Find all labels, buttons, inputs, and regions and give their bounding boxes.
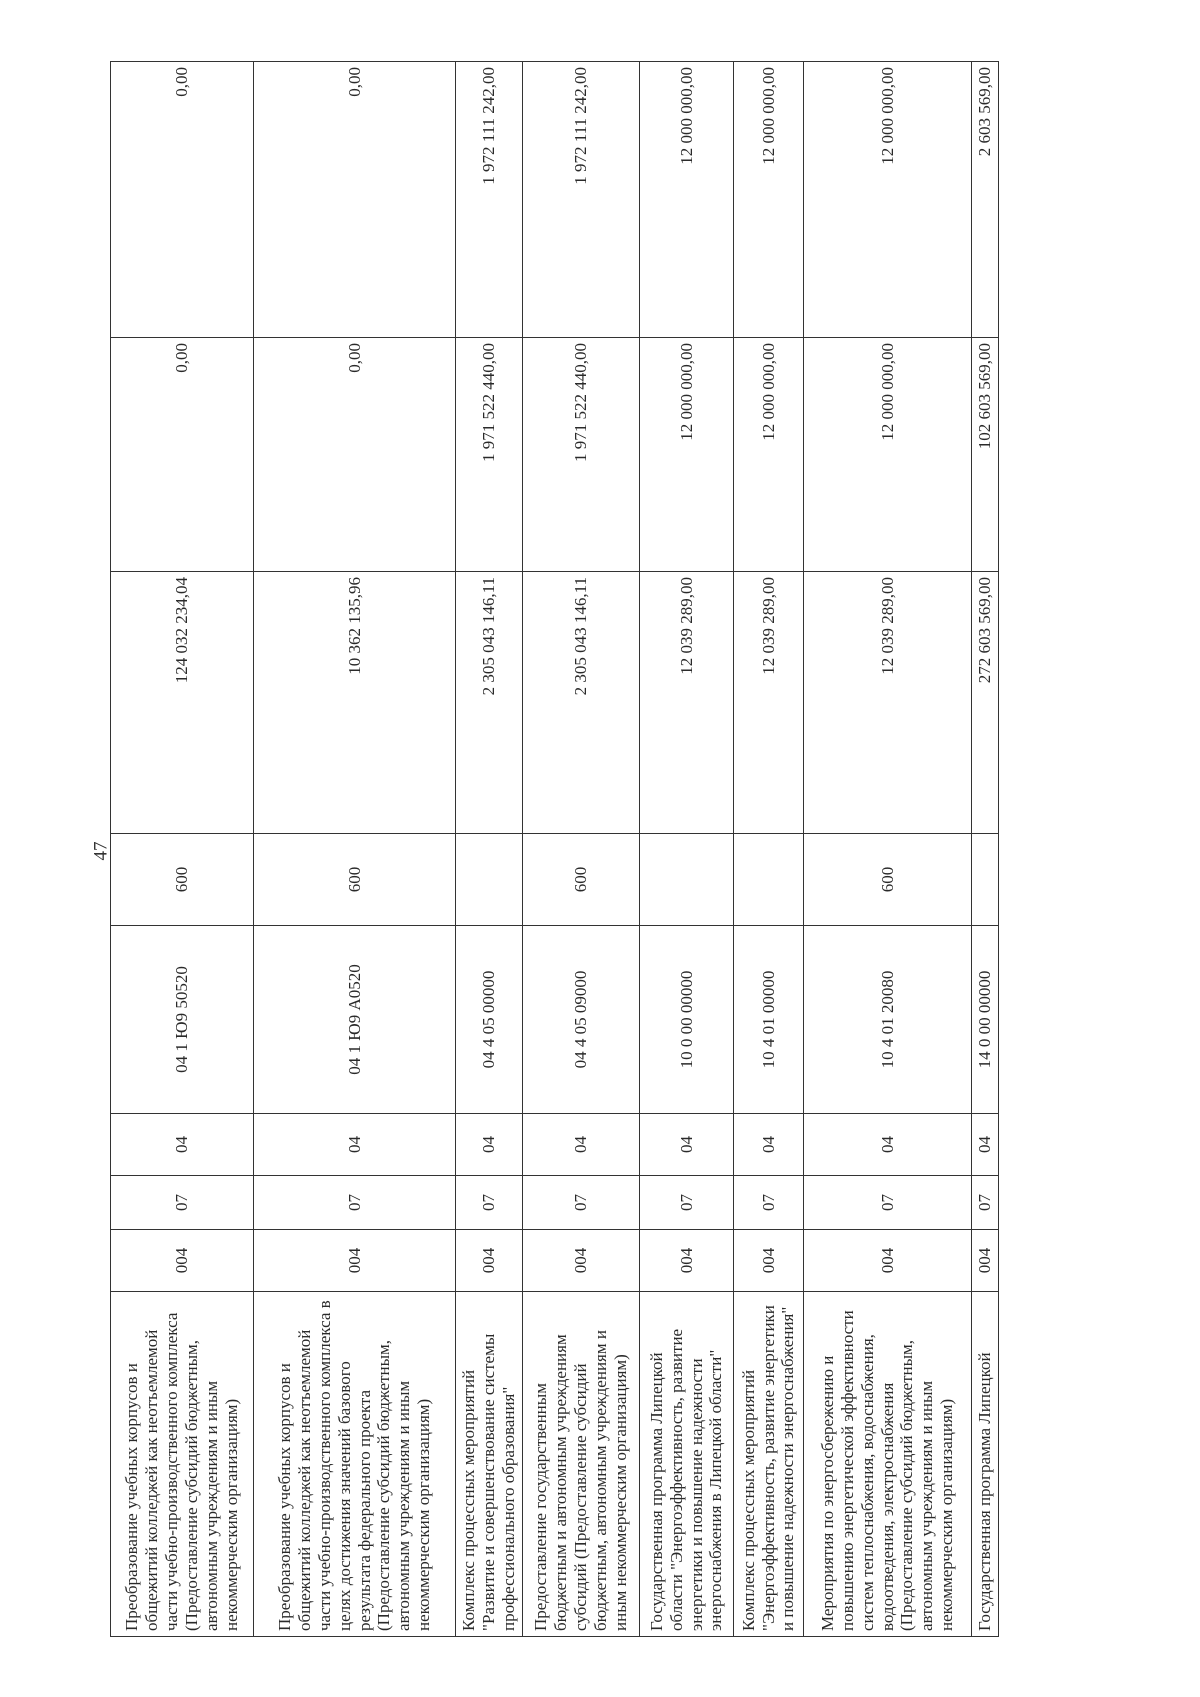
target-article-code: 04 4 05 09000 [523,926,640,1114]
amount-year-3: 0,00 [254,62,456,338]
target-article-code: 04 1 Ю9 А0520 [254,926,456,1114]
subsection-code: 04 [456,1114,523,1176]
grbs-code: 004 [972,1230,999,1292]
row-description: Государственная программа Липецкой области "Энергоэффективность, развитие энергетики и повышение надежности энергоснабжения в Липецкой области" [640,1292,734,1637]
row-description: Преобразование учебных корпусов и общежитий колледжей как неотъемлемой части учебно-производственного комплекса в целях достижения значений базового результата федерального проекта (Предоставление субсидий бюджетным, автономным учреждениям и иным некоммерческим организациям) [254,1292,456,1637]
grbs-code: 004 [111,1230,254,1292]
table-row [456,62,523,1637]
amount-year-1: 12 039 289,00 [734,572,804,834]
section-code: 07 [456,1176,523,1230]
amount-year-3: 12 000 000,00 [734,62,804,338]
page-number: 47 [90,841,112,861]
expense-type-code: 600 [111,834,254,926]
row-description: Государственная программа Липецкой [972,1292,999,1637]
subsection-code: 04 [804,1114,972,1176]
amount-year-1: 2 305 043 146,11 [523,572,640,834]
grbs-code: 004 [254,1230,456,1292]
row-description: Преобразование учебных корпусов и общежитий колледжей как неотъемлемой части учебно-производственного комплекса (Предоставление субсидий бюджетным, автономным учреждениям и иным некоммерческим организациям) [111,1292,254,1637]
amount-year-2: 12 000 000,00 [734,338,804,572]
subsection-code: 04 [640,1114,734,1176]
table-row [734,62,804,1637]
table-row [523,62,640,1637]
expense-type-code [640,834,734,926]
amount-year-3: 2 603 569,00 [972,62,999,338]
section-code: 07 [254,1176,456,1230]
section-code: 07 [111,1176,254,1230]
target-article-code: 10 4 01 00000 [734,926,804,1114]
target-article-code: 04 4 05 00000 [456,926,523,1114]
amount-year-1: 124 032 234,04 [111,572,254,834]
table-row [111,62,254,1637]
amount-year-3: 0,00 [111,62,254,338]
amount-year-1: 2 305 043 146,11 [456,572,523,834]
grbs-code: 004 [523,1230,640,1292]
table-row [640,62,734,1637]
target-article-code: 10 0 00 00000 [640,926,734,1114]
table-row [804,62,972,1637]
amount-year-2: 1 971 522 440,00 [456,338,523,572]
grbs-code: 004 [640,1230,734,1292]
expense-type-code: 600 [254,834,456,926]
expense-type-code [972,834,999,926]
rotated-table-container [110,62,1090,1637]
subsection-code: 04 [734,1114,804,1176]
amount-year-3: 12 000 000,00 [640,62,734,338]
target-article-code: 10 4 01 20080 [804,926,972,1114]
target-article-code: 04 1 Ю9 50520 [111,926,254,1114]
amount-year-3: 1 972 111 242,00 [523,62,640,338]
expense-type-code: 600 [523,834,640,926]
subsection-code: 04 [972,1114,999,1176]
amount-year-3: 1 972 111 242,00 [456,62,523,338]
amount-year-2: 0,00 [254,338,456,572]
subsection-code: 04 [254,1114,456,1176]
grbs-code: 004 [734,1230,804,1292]
row-description: Комплекс процессных мероприятий "Развитие и совершенствование системы профессионального образования" [456,1292,523,1637]
expense-type-code [734,834,804,926]
amount-year-1: 272 603 569,00 [972,572,999,834]
row-description: Предоставление государственным бюджетным и автономным учреждениям субсидий (Предоставление субсидий бюджетным, автономным учреждениям и иным некоммерческим организациям) [523,1292,640,1637]
section-code: 07 [972,1176,999,1230]
budget-table [110,61,999,1637]
subsection-code: 04 [111,1114,254,1176]
amount-year-1: 12 039 289,00 [804,572,972,834]
expense-type-code [456,834,523,926]
amount-year-2: 0,00 [111,338,254,572]
section-code: 07 [804,1176,972,1230]
section-code: 07 [523,1176,640,1230]
grbs-code: 004 [456,1230,523,1292]
target-article-code: 14 0 00 00000 [972,926,999,1114]
table-row [972,62,999,1637]
row-description: Комплекс процессных мероприятий "Энергоэффективность, развитие энергетики и повышение надежности энергоснабжения" [734,1292,804,1637]
amount-year-2: 12 000 000,00 [640,338,734,572]
amount-year-1: 12 039 289,00 [640,572,734,834]
subsection-code: 04 [523,1114,640,1176]
amount-year-2: 12 000 000,00 [804,338,972,572]
table-row [254,62,456,1637]
amount-year-2: 102 603 569,00 [972,338,999,572]
amount-year-3: 12 000 000,00 [804,62,972,338]
expense-type-code: 600 [804,834,972,926]
row-description: Мероприятия по энергосбережению и повышению энергетической эффективности систем теплоснабжения, водоснабжения, водоотведения, электроснабжения (Предоставление субсидий бюджетным, автономным учреждениям и иным некоммерческим организациям) [804,1292,972,1637]
grbs-code: 004 [804,1230,972,1292]
amount-year-1: 10 362 135,96 [254,572,456,834]
amount-year-2: 1 971 522 440,00 [523,338,640,572]
section-code: 07 [734,1176,804,1230]
section-code: 07 [640,1176,734,1230]
